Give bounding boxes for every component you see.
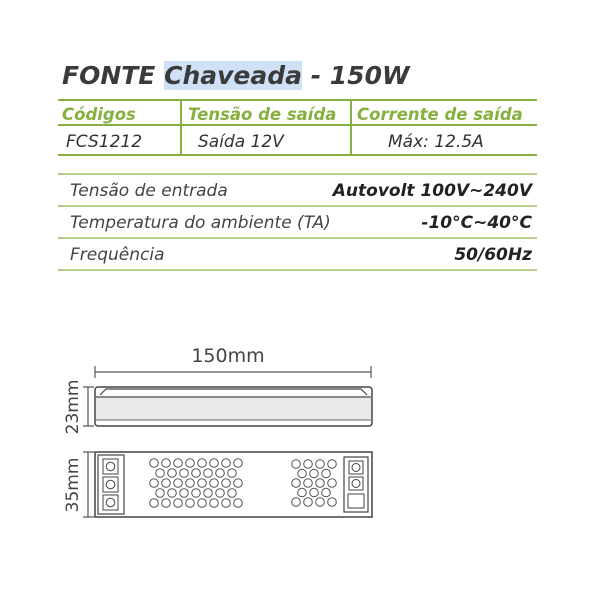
length-dimension-label: 150mm (191, 345, 265, 367)
spec-value-ambient-temperature: -10°C~40°C (421, 213, 532, 233)
terminal-screw (352, 464, 360, 472)
header-codes: Códigos (62, 105, 136, 124)
vent-hole (204, 489, 213, 498)
vent-hole (222, 459, 231, 468)
terminal-cover (348, 494, 364, 508)
vent-hole (304, 479, 313, 488)
vent-hole (156, 469, 165, 478)
input-terminal-block (98, 455, 124, 514)
vent-hole (150, 459, 159, 468)
side-view-shading (96, 398, 371, 420)
width-dimension-label: 35mm (63, 457, 83, 513)
vent-hole (174, 499, 183, 508)
terminal-screw (106, 480, 115, 489)
vent-hole (234, 479, 243, 488)
spec-value-frequency: 50/60Hz (454, 245, 532, 265)
output-terminal-block (344, 457, 368, 512)
vent-hole (222, 499, 231, 508)
vent-hole (150, 479, 159, 488)
vent-hole (322, 488, 331, 497)
vent-hole (304, 498, 313, 507)
header-output-voltage: Tensão de saída (188, 105, 337, 124)
vent-hole (310, 469, 319, 478)
vent-hole (198, 459, 207, 468)
spec-label-frequency: Frequência (70, 245, 165, 265)
vent-hole (304, 460, 313, 469)
vent-hole (150, 499, 159, 508)
vent-hole (328, 460, 337, 469)
side-view-top-bevel (100, 389, 367, 395)
vent-hole (216, 489, 225, 498)
vent-hole (328, 479, 337, 488)
vent-hole (222, 479, 231, 488)
spec-rule (58, 173, 537, 175)
title-prefix: FONTE (62, 61, 165, 90)
vent-hole (210, 459, 219, 468)
vent-hole (198, 479, 207, 488)
vent-hole (234, 459, 243, 468)
vent-hole (186, 459, 195, 468)
vent-hole (316, 498, 325, 507)
title-suffix: - 150W (302, 61, 410, 90)
dimension-drawing (0, 330, 600, 540)
vent-hole (234, 499, 243, 508)
vent-hole (316, 460, 325, 469)
vent-hole (292, 460, 301, 469)
top-view (95, 452, 372, 517)
title-highlighted-word: Chaveada (164, 61, 302, 90)
vent-hole (228, 469, 237, 478)
vent-hole (156, 489, 165, 498)
vent-hole (292, 498, 301, 507)
spec-label-ambient-temperature: Temperatura do ambiente (TA) (70, 213, 331, 233)
table-column-divider (350, 100, 352, 155)
header-output-current: Corrente de saída (357, 105, 523, 124)
vent-hole (168, 469, 177, 478)
vent-hole (292, 479, 301, 488)
vent-hole (180, 489, 189, 498)
spec-rule (58, 269, 537, 271)
height-dimension-label: 23mm (63, 379, 83, 435)
vent-hole (216, 469, 225, 478)
terminal-screw (106, 498, 115, 507)
vent-hole (186, 479, 195, 488)
vent-hole (204, 469, 213, 478)
vent-hole (192, 489, 201, 498)
spec-value-input-voltage: Autovolt 100V~240V (332, 181, 532, 201)
spec-label-input-voltage: Tensão de entrada (70, 181, 228, 201)
side-view (95, 387, 372, 426)
spec-rule (58, 237, 537, 239)
vent-hole (162, 499, 171, 508)
vent-hole (210, 479, 219, 488)
vent-hole (298, 469, 307, 478)
spec-rule (58, 205, 537, 207)
table-column-divider (180, 100, 182, 155)
vent-hole (192, 469, 201, 478)
vent-hole (316, 479, 325, 488)
vent-hole (198, 499, 207, 508)
page-title (62, 60, 410, 91)
vent-hole (210, 499, 219, 508)
vent-hole (180, 469, 189, 478)
cell-code: FCS1212 (66, 132, 143, 152)
vent-hole (322, 469, 331, 478)
vent-hole (162, 479, 171, 488)
vent-hole (162, 459, 171, 468)
table-bottom-rule (58, 154, 537, 156)
vent-hole (168, 489, 177, 498)
cell-output-voltage: Saída 12V (198, 132, 284, 152)
cell-output-current: Máx: 12.5A (388, 132, 484, 152)
terminal-screw (106, 462, 115, 471)
vent-hole (174, 459, 183, 468)
vent-hole (328, 498, 337, 507)
table-top-rule (58, 99, 537, 101)
vent-hole (298, 488, 307, 497)
vent-hole (310, 488, 319, 497)
terminal-screw (352, 480, 360, 488)
vent-hole (174, 479, 183, 488)
table-header-rule (58, 124, 537, 126)
vent-hole (228, 489, 237, 498)
vent-hole (186, 499, 195, 508)
